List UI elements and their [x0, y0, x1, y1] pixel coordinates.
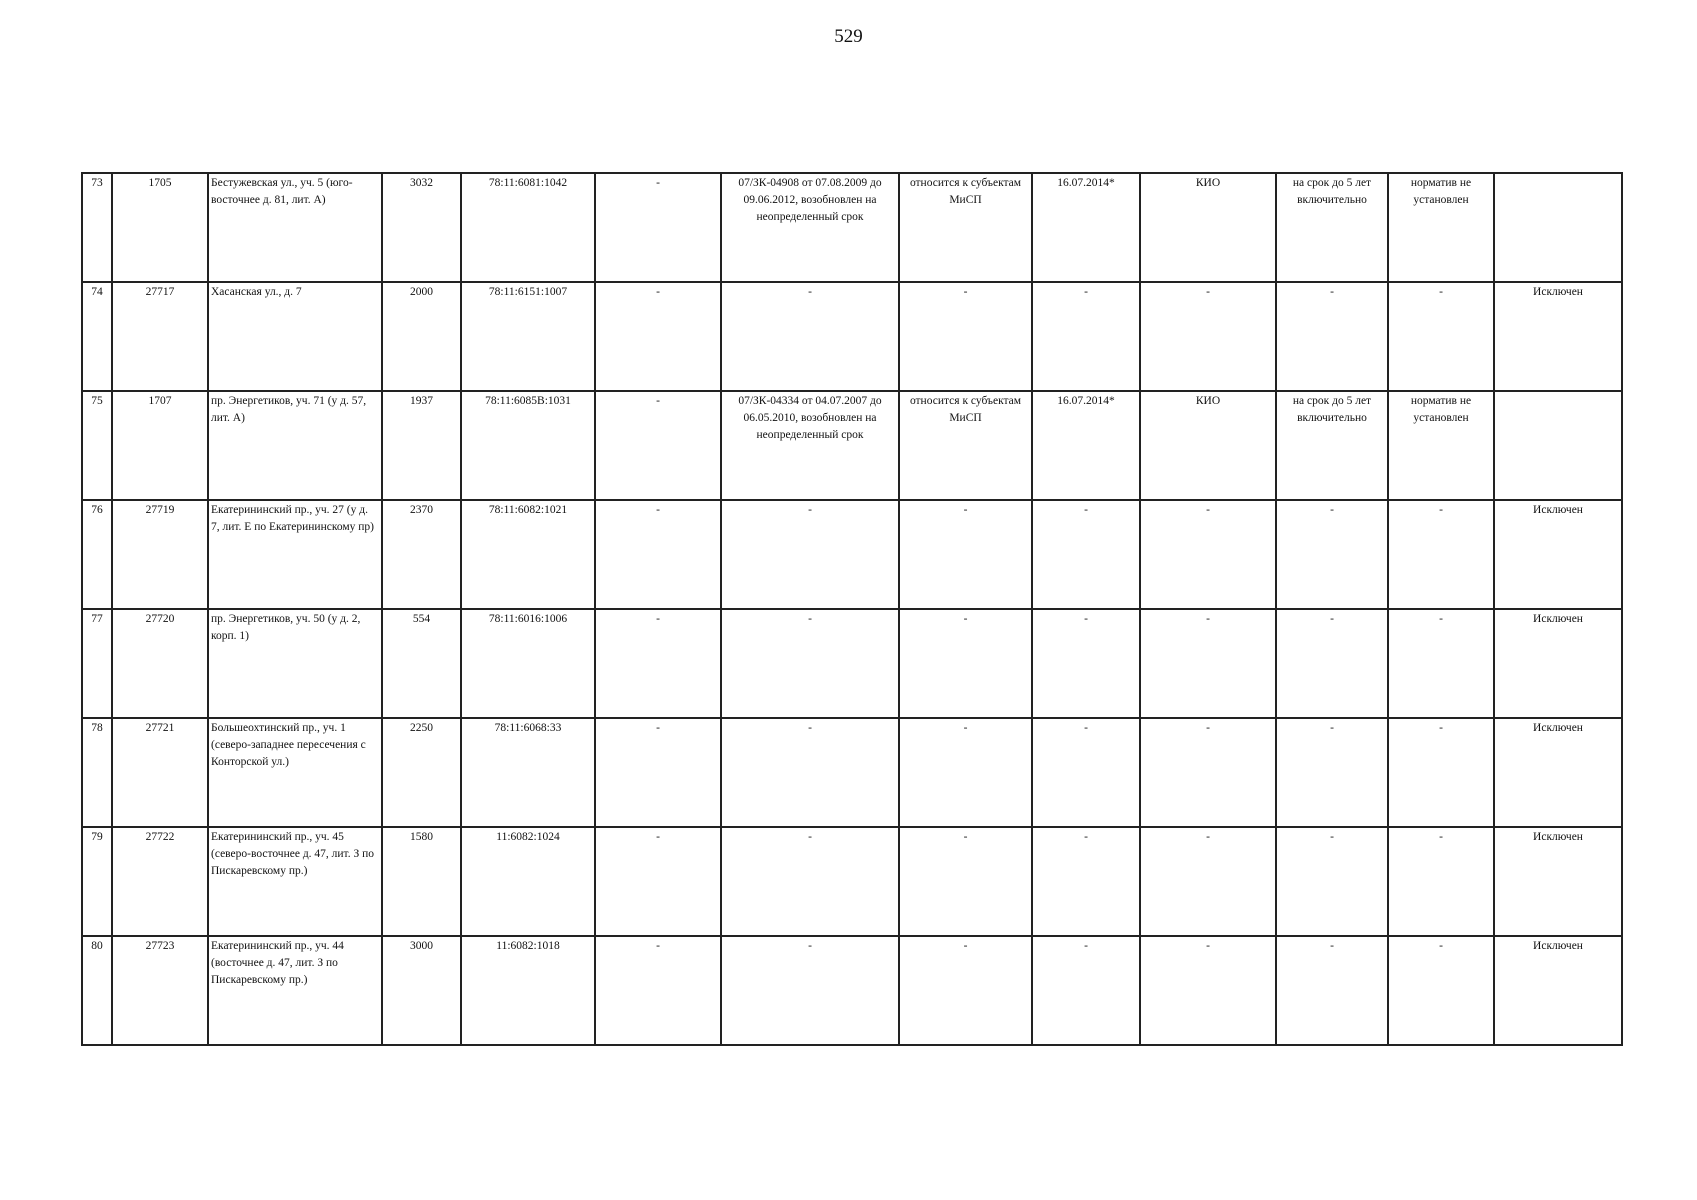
object-id-cell: 27717: [112, 282, 208, 391]
contract-cell: -: [721, 718, 899, 827]
date-cell: -: [1032, 609, 1140, 718]
norm-cell: -: [1388, 827, 1494, 936]
date-cell: -: [1032, 282, 1140, 391]
term-cell: -: [1276, 827, 1388, 936]
date-cell: 16.07.2014*: [1032, 173, 1140, 282]
table-row: [82, 609, 1622, 718]
row-number-cell: 79: [82, 827, 112, 936]
contract-cell: 07/ЗК-04334 от 04.07.2007 до 06.05.2010, возобновлен на неопределенный срок: [721, 391, 899, 500]
cadastral-number-cell: 78:11:6085В:1031: [461, 391, 595, 500]
address-cell: Большеохтинский пр., уч. 1 (северо-западнее пересечения с Конторской ул.): [208, 718, 382, 827]
object-id-cell: 1707: [112, 391, 208, 500]
category-cell: -: [899, 827, 1032, 936]
category-cell: -: [899, 718, 1032, 827]
norm-cell: -: [1388, 500, 1494, 609]
contract-cell: -: [721, 282, 899, 391]
category-cell: -: [899, 500, 1032, 609]
authority-cell: -: [1140, 718, 1276, 827]
cadastral-number-cell: 78:11:6068:33: [461, 718, 595, 827]
category-cell: -: [899, 282, 1032, 391]
address-cell: Екатерининский пр., уч. 27 (у д. 7, лит. Е по Екатерининскому пр): [208, 500, 382, 609]
extra-cell: -: [595, 609, 721, 718]
category-cell: -: [899, 609, 1032, 718]
cadastral-number-cell: 78:11:6151:1007: [461, 282, 595, 391]
address-cell: Екатерининский пр., уч. 45 (северо-восточнее д. 47, лит. З по Пискаревскому пр.): [208, 827, 382, 936]
register-body: [82, 173, 1622, 1045]
area-cell: 2370: [382, 500, 461, 609]
status-cell: Исключен: [1494, 500, 1622, 609]
register-table: [81, 172, 1623, 1046]
contract-cell: -: [721, 500, 899, 609]
authority-cell: -: [1140, 609, 1276, 718]
area-cell: 1580: [382, 827, 461, 936]
row-number-cell: 76: [82, 500, 112, 609]
category-cell: -: [899, 936, 1032, 1045]
term-cell: -: [1276, 282, 1388, 391]
page-number: 529: [834, 26, 863, 47]
table-row: [82, 827, 1622, 936]
address-cell: пр. Энергетиков, уч. 50 (у д. 2, корп. 1): [208, 609, 382, 718]
status-cell: Исключен: [1494, 609, 1622, 718]
authority-cell: -: [1140, 827, 1276, 936]
extra-cell: -: [595, 500, 721, 609]
status-cell: Исключен: [1494, 282, 1622, 391]
object-id-cell: 1705: [112, 173, 208, 282]
row-number-cell: 75: [82, 391, 112, 500]
object-id-cell: 27721: [112, 718, 208, 827]
extra-cell: -: [595, 718, 721, 827]
category-cell: относится к субъектам МиСП: [899, 173, 1032, 282]
table-row: [82, 391, 1622, 500]
area-cell: 554: [382, 609, 461, 718]
norm-cell: норматив не установлен: [1388, 391, 1494, 500]
norm-cell: норматив не установлен: [1388, 173, 1494, 282]
status-cell: [1494, 391, 1622, 500]
address-cell: Хасанская ул., д. 7: [208, 282, 382, 391]
extra-cell: -: [595, 173, 721, 282]
object-id-cell: 27722: [112, 827, 208, 936]
authority-cell: КИО: [1140, 391, 1276, 500]
status-cell: Исключен: [1494, 936, 1622, 1045]
address-cell: Екатерининский пр., уч. 44 (восточнее д. 47, лит. З по Пискаревскому пр.): [208, 936, 382, 1045]
row-number-cell: 73: [82, 173, 112, 282]
object-id-cell: 27723: [112, 936, 208, 1045]
row-number-cell: 80: [82, 936, 112, 1045]
table-row: [82, 500, 1622, 609]
area-cell: 3000: [382, 936, 461, 1045]
date-cell: -: [1032, 827, 1140, 936]
norm-cell: -: [1388, 718, 1494, 827]
term-cell: на срок до 5 лет включительно: [1276, 391, 1388, 500]
row-number-cell: 74: [82, 282, 112, 391]
contract-cell: 07/ЗК-04908 от 07.08.2009 до 09.06.2012, возобновлен на неопределенный срок: [721, 173, 899, 282]
row-number-cell: 78: [82, 718, 112, 827]
status-cell: Исключен: [1494, 718, 1622, 827]
norm-cell: -: [1388, 282, 1494, 391]
extra-cell: -: [595, 936, 721, 1045]
date-cell: -: [1032, 936, 1140, 1045]
term-cell: -: [1276, 718, 1388, 827]
table-row: [82, 282, 1622, 391]
authority-cell: -: [1140, 936, 1276, 1045]
date-cell: 16.07.2014*: [1032, 391, 1140, 500]
contract-cell: -: [721, 936, 899, 1045]
extra-cell: -: [595, 282, 721, 391]
authority-cell: КИО: [1140, 173, 1276, 282]
cadastral-number-cell: 78:11:6081:1042: [461, 173, 595, 282]
object-id-cell: 27720: [112, 609, 208, 718]
area-cell: 2000: [382, 282, 461, 391]
status-cell: Исключен: [1494, 827, 1622, 936]
term-cell: -: [1276, 609, 1388, 718]
category-cell: относится к субъектам МиСП: [899, 391, 1032, 500]
status-cell: [1494, 173, 1622, 282]
table-row: [82, 936, 1622, 1045]
date-cell: -: [1032, 500, 1140, 609]
norm-cell: -: [1388, 936, 1494, 1045]
term-cell: на срок до 5 лет включительно: [1276, 173, 1388, 282]
norm-cell: -: [1388, 609, 1494, 718]
cadastral-number-cell: 11:6082:1018: [461, 936, 595, 1045]
table-row: [82, 173, 1622, 282]
contract-cell: -: [721, 609, 899, 718]
area-cell: 1937: [382, 391, 461, 500]
cadastral-number-cell: 78:11:6082:1021: [461, 500, 595, 609]
authority-cell: -: [1140, 282, 1276, 391]
cadastral-number-cell: 11:6082:1024: [461, 827, 595, 936]
object-id-cell: 27719: [112, 500, 208, 609]
extra-cell: -: [595, 391, 721, 500]
contract-cell: -: [721, 827, 899, 936]
address-cell: пр. Энергетиков, уч. 71 (у д. 57, лит. А): [208, 391, 382, 500]
table-row: [82, 718, 1622, 827]
extra-cell: -: [595, 827, 721, 936]
term-cell: -: [1276, 936, 1388, 1045]
area-cell: 3032: [382, 173, 461, 282]
term-cell: -: [1276, 500, 1388, 609]
area-cell: 2250: [382, 718, 461, 827]
authority-cell: -: [1140, 500, 1276, 609]
cadastral-number-cell: 78:11:6016:1006: [461, 609, 595, 718]
address-cell: Бестужевская ул., уч. 5 (юго-восточнее д. 81, лит. А): [208, 173, 382, 282]
row-number-cell: 77: [82, 609, 112, 718]
date-cell: -: [1032, 718, 1140, 827]
